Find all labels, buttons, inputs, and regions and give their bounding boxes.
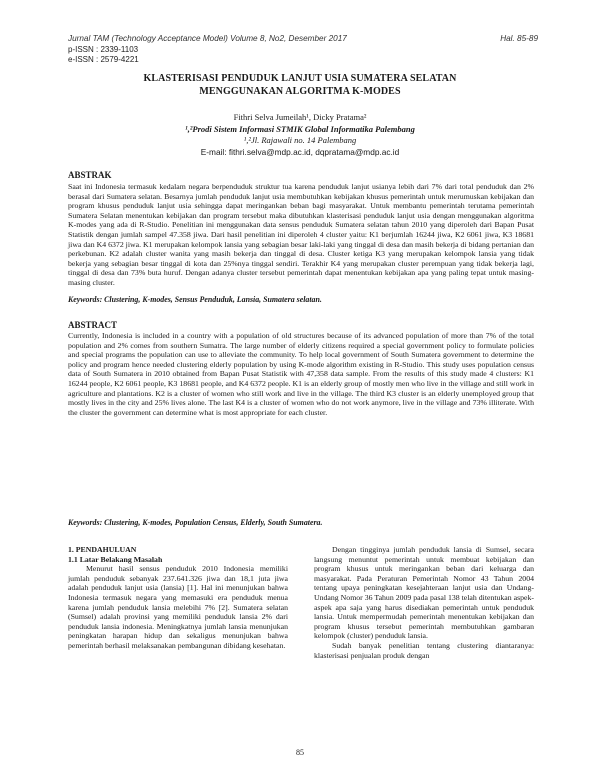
subsection-heading: 1.1 Latar Belakang Masalah <box>68 554 163 564</box>
email: E-mail: fithri.selva@mdp.ac.id, dqpratama@mdp.ac.id <box>200 147 400 157</box>
right-column <box>314 545 534 660</box>
abstrak-text: Saat ini Indonesia termasuk kedalam negara berpenduduk struktur tua karena penduduk lanjut usianya lebih dari 7% dari total penduduk dan 2% berasal dari Sumatera selatan. Besarnya jumlah penduduk lanjut usia membutuhkan kebijakan khusus pemerintah untuk merumuskan kebijakan dan program khusus penduduk lanjut usia sehingga dapat meringankan beban bagi masyarakat. Untuk membantu pemerintah terutama pemerintah Sumatera Selatan menentukan kebijakan dan program tersebut maka dibutuhkan klasterisasi penduduk lanjut usia dengan menggunakan algoritma K-modes yang ada di R-Studio. Penelitian ini menggunakan data sensus penduduk Sumatera selatan tahun 2010 yang diperoleh dari Bapan Pusat Statistik dengan jumlah sampel 47.358 jiwa. Dari hasil penelitian ini diperoleh 4 cluster yaitu: K1 berjumlah 16244 jiwa, K2 6061 jiwa, K3 18681 jiwa dan K4 6372 jiwa. K1 merupakan kelompok lansia yang sebagian besar laki-laki yang tinggal di desa dan masih bekerja di bidang pertanian dan perkebunan. K2 adalah cluster wanita yang masih bekerja dan tinggal di desa. Cluster ketiga K3 yang merupakan kelompok lansia yang tidak bekerja yang sebagian besar tinggal di kota dan 25%nya tinggal sendiri. Terakhir K4 yang merupakan cluster perempuan yang tidak bekerja lagi, tinggal di desa dan 73% buta huruf. Dengan adanya cluster tersebut pemerintah dapat menentukan kebijakan apa yang paling tepat untuk masing-masing cluster. <box>68 182 534 287</box>
keywords-id: Keywords: Clustering, K-modes, Sensus Penduduk, Lansia, Sumatera selatan. <box>68 295 322 304</box>
right-paragraph-2: Sudah banyak penelitian tentang clustering diantaranya: klasterisasi penjualan produk dengan <box>314 640 534 660</box>
journal-header <box>68 34 538 43</box>
keywords-en: Keywords: Clustering, K-modes, Population Census, Elderly, South Sumatera. <box>68 518 323 527</box>
paper-title <box>60 73 540 98</box>
page-range: Hal. 85-89 <box>500 34 538 43</box>
journal-title: Jurnal TAM (Technology Acceptance Model) Volume 8, No2, Desember 2017 <box>68 34 347 43</box>
page-number: 85 <box>296 748 304 757</box>
eissn: e-ISSN : 2579-4221 <box>68 55 139 64</box>
title-line-2: MENGGUNAKAN ALGORITMA K-MODES <box>199 85 401 97</box>
pissn: p-ISSN : 2339-1103 <box>68 45 139 54</box>
abstract-heading: ABSTRACT <box>68 320 118 330</box>
address: ¹,²Jl. Rajawali no. 14 Palembang <box>243 135 357 145</box>
section-heading: 1. PENDAHULUAN <box>68 545 137 554</box>
authors: Fithri Selva Jumeilah¹, Dicky Pratama² <box>233 112 367 122</box>
left-paragraph: Menurut hasil sensus penduduk 2010 Indonesia memiliki jumlah penduduk sebanyak 237.641.326 jiwa dan 18,1 juta jiwa adalah penduduk lanjut usia (lansia) [1]. Hal ini menunjukan bahwa Indonesia termasuk negara yang memasuki era penduduk menua karena jumlah penduduk lansia melebihi 7% [2]. Sumatera selatan (Sumsel) adalah provinsi yang memiliki penduduk lansia 2% dari penduduk lansia indonesia. Meningkatnya jumlah lansia menunjukan peningkatan harapan hidup dan sekaligus menunjukan bahwa pemerintah berhasil melaksanakan pembangunan dibidang kesehatan. <box>68 564 288 650</box>
institution: ¹,²Prodi Sistem Informasi STMIK Global Informatika Palembang <box>185 124 415 134</box>
right-paragraph-1: Dengan tingginya jumlah penduduk lansia di Sumsel, secara langsung menuntut pemerintah untuk membuat kebijakan dan program khusus untuk meringankan beban dari keluarga dan masyarakat. Pada Peraturan Pemerintah Nomor 43 Tahun 2004 tentang upaya peningkatan kesejahteraan lanjut usia dan Undang-Undang Nomor 36 Tahun 2009 pada pasal 138 telah ditentukan aspek-aspek apa saja yang harus disediakan pemerintah untuk penduduk lansia. Untuk mempermudah pemerintah menentukan kebijakan dan program khusus tersebut pemerintah membutuhkan gambaran kelompok (cluster) penduduk lansia. <box>314 545 534 641</box>
abstrak-heading: ABSTRAK <box>68 170 112 180</box>
abstract-text: Currently, Indonesia is included in a country with a population of old structures because of its advanced population of more than 7% of the total population and 2% comes from southern Sumatra. The large number of elderly citizens required a special government policy to formulate policies and special programs the population can use to alleviate the community. To help local government of South Sumatera government to determine the policy and program hence needed clustering elderly population by using K-mode algorithm existing in R-Studio. This study uses population census data of South Sumatera in 2010 obtained from Bapan Pusat Statistik with 47,358 data sample. From the results of this study made 4 clusters: K1 16244 people, K2 6061 people, K3 18681 people, and K4 6372 people. K1 is an elderly group of mostly men who live in the village and still work in agriculture and plantations. K2 is a cluster of women who still work and live in the village. The third K3 cluster is an elderly unemployed group that mostly lives in the city and 25% lives alone. The last K4 is a cluster of women who do not work anymore, live in the village and 73% illiterate. With the cluster the government can determine what is most appropriate for each cluster. <box>68 331 534 417</box>
title-line-1: KLASTERISASI PENDUDUK LANJUT USIA SUMATERA SELATAN <box>143 73 457 84</box>
left-column <box>68 545 288 651</box>
